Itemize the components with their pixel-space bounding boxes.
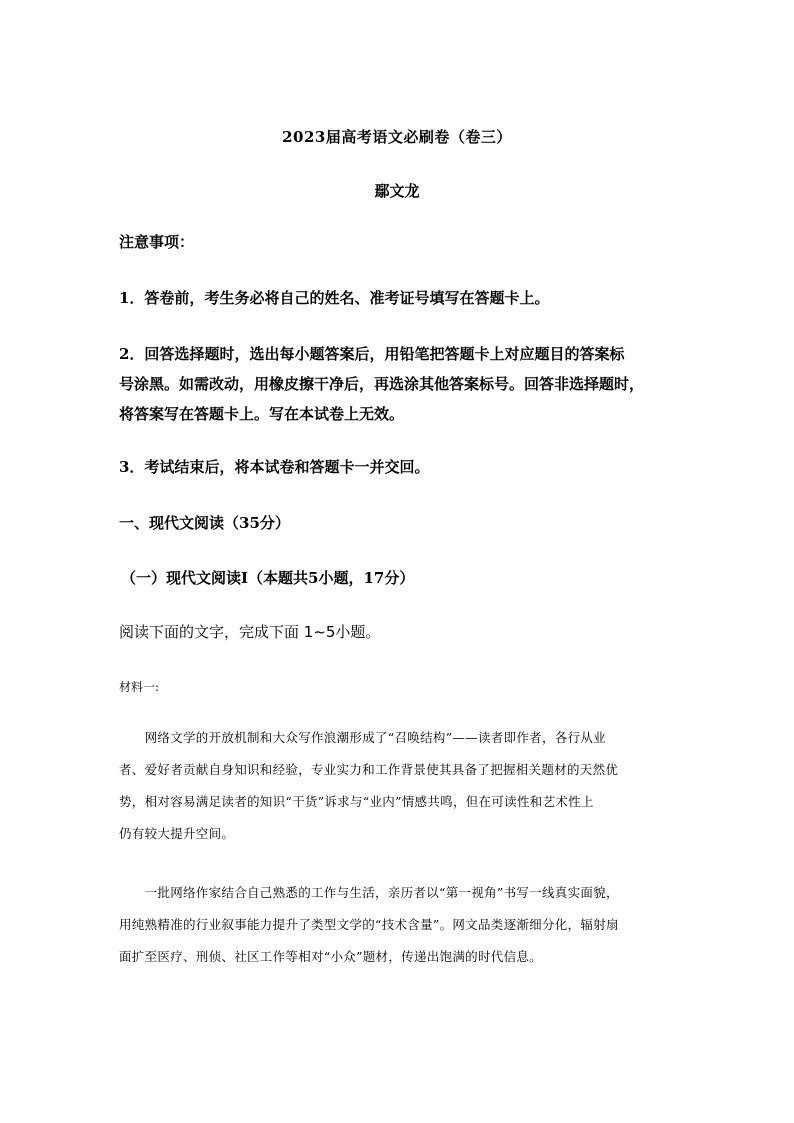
subsection-heading: （一）现代文阅读Ⅰ（本题共5小题，17分） <box>121 569 415 587</box>
notice-item-2-line-2: 号涂黑。如需改动，用橡皮擦干净后，再选涂其他答案标号。回答非选择题时， <box>119 375 645 393</box>
material-paragraph-2 <box>119 877 679 973</box>
paragraph-line: 势，相对容易满足读者的知识“干货”诉求与“业内”情感共鸣，但在可读性和艺术性上 <box>119 794 594 809</box>
paragraph-line: 一批网络作家结合自己熟悉的工作与生活，亲历者以“第一视角”书写一线真实面貌， <box>119 885 619 900</box>
document-title: 2023届高考语文必刷卷（卷三） <box>282 128 512 146</box>
paragraph-line: 网络文学的开放机制和大众写作浪潮形成了“召唤结构”——读者即作者，各行从业 <box>119 730 606 745</box>
paragraph-line: 用纯熟精准的行业叙事能力提升了类型文学的“技术含量”。网文品类逐渐细分化，辐射扇 <box>119 917 619 932</box>
paragraph-line: 面扩至医疗、刑侦、社区工作等相对“小众”题材，传递出饱满的时代信息。 <box>119 949 542 964</box>
section-heading: 一、现代文阅读（35分） <box>119 514 290 532</box>
reading-instruction: 阅读下面的文字，完成下面 1~5小题。 <box>119 623 381 641</box>
paragraph-line: 仍有较大提升空间。 <box>119 826 235 841</box>
paragraph-line: 者、爱好者贡献自身知识和经验，专业实力和工作背景使其具备了把握相关题材的天然优 <box>119 762 619 777</box>
notice-item-2-line-3: 将答案写在答题卡上。写在本试卷上无效。 <box>119 405 405 423</box>
notice-item-2-line-1: 2．回答选择题时，选出每小题答案后，用铅笔把答题卡上对应题目的答案标 <box>119 345 625 363</box>
notice-item-3: 3．考试结束后，将本试卷和答题卡一并交回。 <box>119 458 430 476</box>
notice-item-2 <box>119 339 644 429</box>
material-paragraph-1 <box>119 722 679 850</box>
author-name: 鄢文龙 <box>374 182 420 200</box>
notice-item-1: 1．答卷前，考生务必将自己的姓名、准考证号填写在答题卡上。 <box>119 289 550 307</box>
material-label: 材料一: <box>119 680 160 694</box>
notice-label: 注意事项： <box>119 233 195 251</box>
